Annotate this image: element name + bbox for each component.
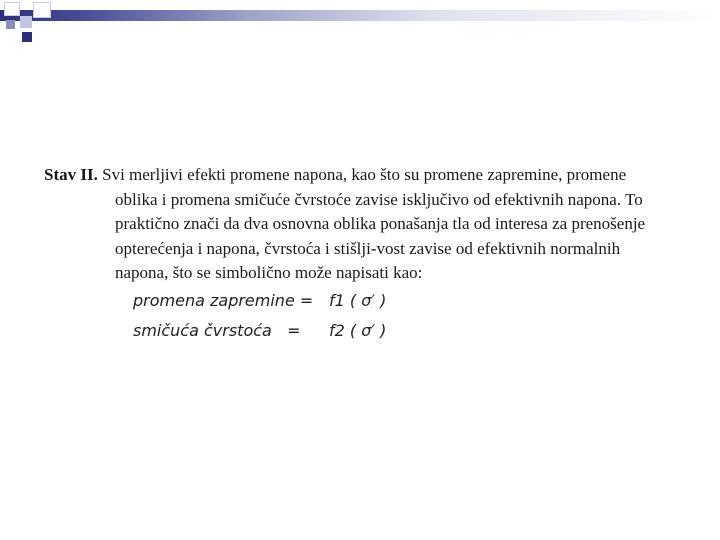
decorative-square [33, 2, 51, 18]
statement-line-3: praktično znači da dva osnovna oblika ponašanja tla od interesa za prenošenje [115, 214, 646, 234]
statement-paragraph [44, 163, 694, 286]
formula-rhs: f1 ( σ′ ) [329, 291, 387, 310]
formula-volume-change [133, 291, 386, 310]
decorative-square [20, 16, 32, 28]
statement-text: Svi merljivi efekti promene napona, kao što su promene zapremine, promene [97, 165, 627, 184]
decorative-square [6, 20, 15, 29]
decorative-square [22, 32, 32, 42]
statement-label: Stav II. [44, 165, 98, 184]
statement-line-4: opterećenja i napona, čvrstoća i stišlji-vost zavise od efektivnih normalnih [115, 238, 621, 258]
formula-lhs: promena zapremine = [133, 291, 314, 310]
formula-rhs: f2 ( σ′ ) [329, 321, 387, 340]
formula-lhs: smičuća čvrstoća = [133, 321, 301, 340]
decorative-square [4, 2, 20, 16]
statement-line-1 [44, 163, 694, 188]
statement-line-5: napona, što se simbolično može napisati kao: [115, 263, 423, 283]
formula-shear-strength [133, 321, 386, 340]
statement-line-2: oblika i promena smičuće čvrstoće zavise isključivo od efektivnih napona. To [115, 189, 643, 209]
header-decoration-band [0, 10, 720, 21]
